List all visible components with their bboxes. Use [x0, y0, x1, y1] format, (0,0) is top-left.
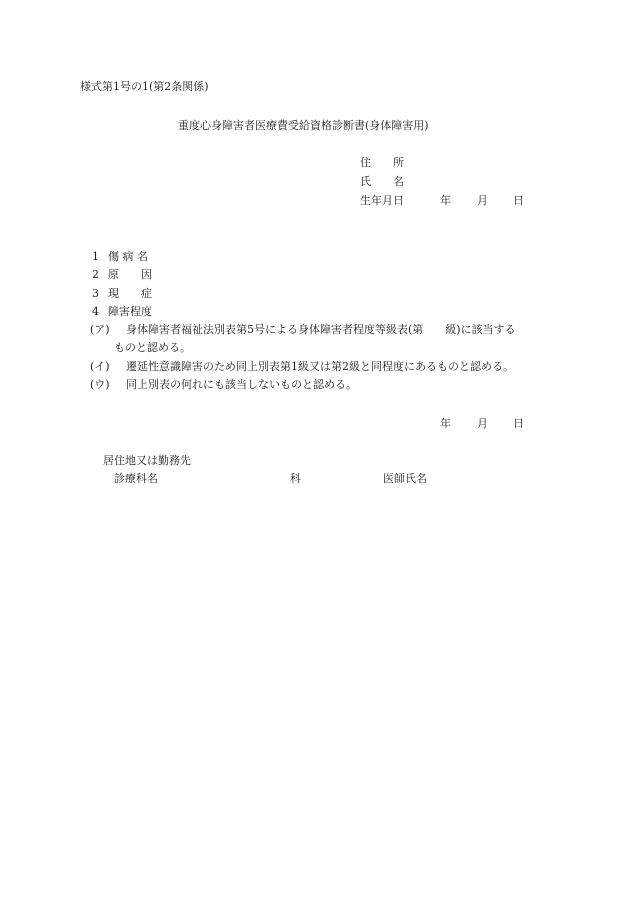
item-2-number: 2 [92, 268, 99, 281]
item-1-label: 傷 病 名 [108, 250, 148, 263]
option-b-mark: (イ) [90, 360, 110, 373]
item-2-label: 原 因 [108, 268, 152, 281]
doctor-name-label: 医師氏名 [383, 472, 427, 485]
applicant-address-label: 住 所 [360, 156, 404, 169]
department-suffix: 科 [290, 472, 301, 485]
option-b-text: 遷延性意識障害のため同上別表第1級又は第2級と同程度にあるものと認める。 [126, 360, 514, 373]
birth-year-label: 年 [440, 194, 451, 207]
item-4-number: 4 [92, 305, 99, 318]
birth-month-label: 月 [477, 194, 488, 207]
applicant-name-label: 氏 名 [360, 175, 404, 188]
doctor-address-label: 居住地又は勤務先 [103, 454, 191, 467]
applicant-birthdate-label: 生年月日 [360, 194, 404, 207]
date-month-label: 月 [477, 417, 488, 430]
date-year-label: 年 [440, 417, 451, 430]
item-3-number: 3 [92, 287, 99, 300]
birth-day-label: 日 [513, 194, 524, 207]
department-label: 診療科名 [114, 472, 158, 485]
option-a-continuation: ものと認める。 [114, 341, 191, 354]
option-a-mark: (ア) [90, 323, 110, 336]
option-a-text: 身体障害者福祉法別表第5号による身体障害者程度等級表(第 級)に該当する [126, 323, 516, 336]
date-day-label: 日 [513, 417, 524, 430]
document-title: 重度心身障害者医療費受給資格診断書(身体障害用) [178, 119, 429, 132]
form-number: 様式第1号の1(第2条関係) [80, 80, 209, 93]
item-3-label: 現 症 [108, 287, 152, 300]
item-1-number: 1 [92, 250, 99, 263]
item-4-label: 障害程度 [108, 305, 152, 318]
option-c-mark: (ウ) [90, 378, 110, 391]
option-c-text: 同上別表の何れにも該当しないものと認める。 [126, 378, 357, 391]
